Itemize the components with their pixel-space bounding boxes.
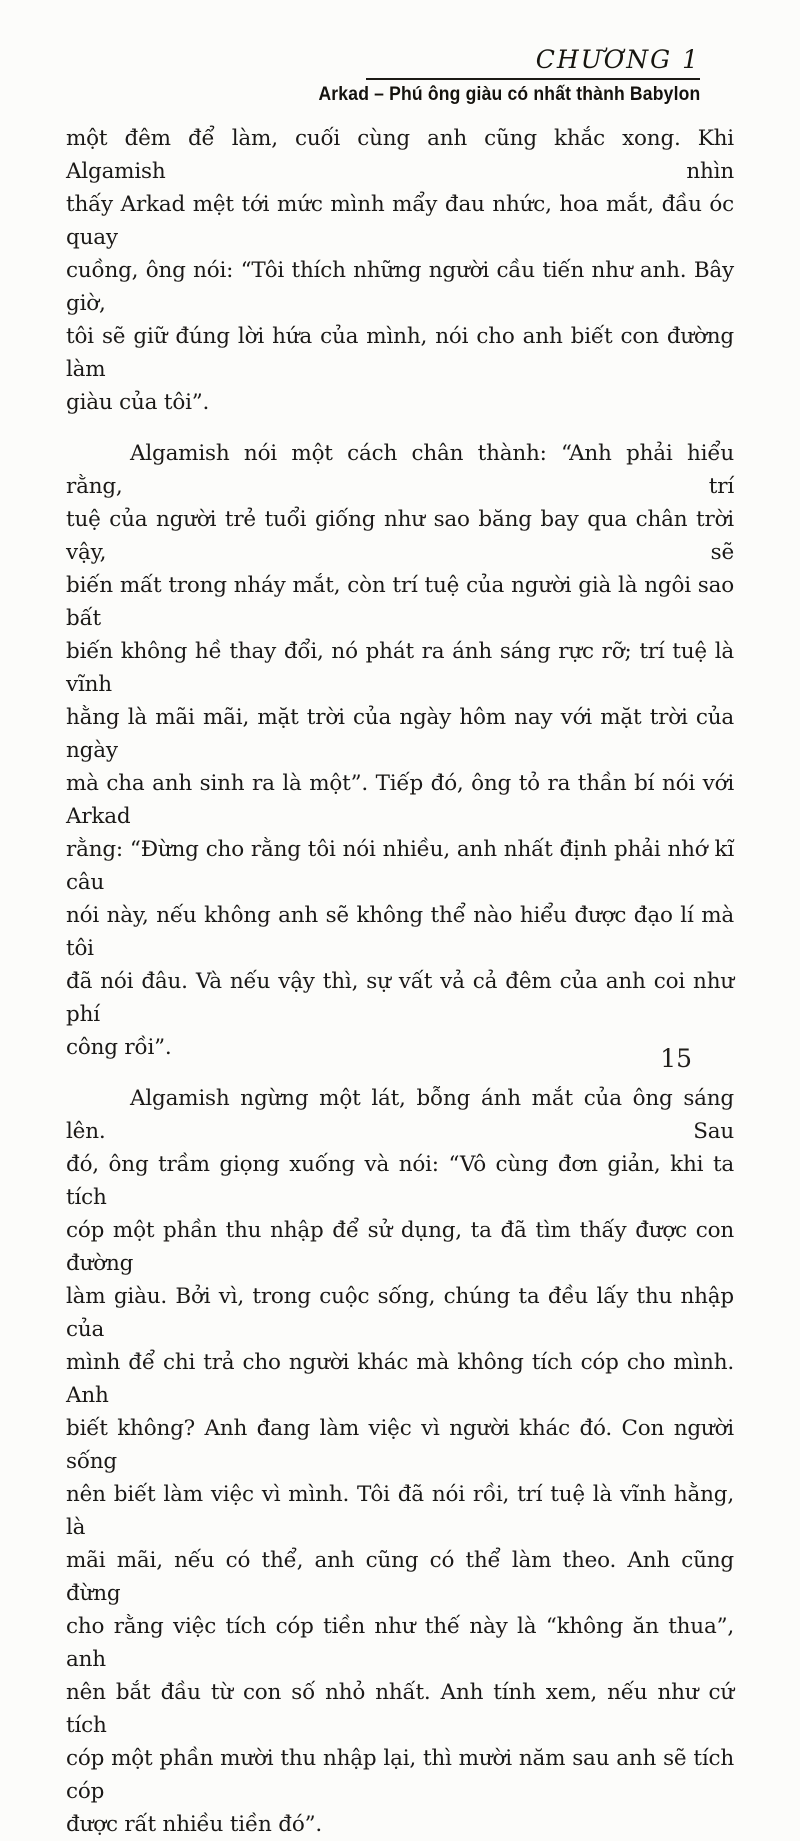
header-rule xyxy=(366,78,700,80)
paragraph xyxy=(66,122,734,419)
text-line: cho rằng việc tích cóp tiền như thế này là “không ăn thua”, anh xyxy=(66,1614,734,1672)
text-line: biết không? Anh đang làm việc vì người khác đó. Con người sống xyxy=(66,1416,734,1474)
text-line: Algamish ngừng một lát, bỗng ánh mắt của ông sáng lên. Sau xyxy=(66,1086,734,1144)
text-line: cóp một phần thu nhập để sử dụng, ta đã tìm thấy được con đường xyxy=(66,1218,734,1276)
text-line: làm giàu. Bởi vì, trong cuộc sống, chúng ta đều lấy thu nhập của xyxy=(66,1284,734,1342)
chapter-subtitle: Arkad – Phú ông giàu có nhất thành Babylon xyxy=(318,82,700,105)
text-line: cuồng, ông nói: “Tôi thích những người cầu tiến như anh. Bây giờ, xyxy=(66,258,734,316)
text-line: biến không hề thay đổi, nó phát ra ánh sáng rực rỡ; trí tuệ là vĩnh xyxy=(66,639,734,697)
text-line: được rất nhiều tiền đó”. xyxy=(66,1812,322,1837)
text-line: nói này, nếu không anh sẽ không thể nào hiểu được đạo lí mà tôi xyxy=(66,903,734,961)
text-line: tôi sẽ giữ đúng lời hứa của mình, nói cho anh biết con đường làm xyxy=(66,324,734,382)
text-line: cóp một phần mười thu nhập lại, thì mười năm sau anh sẽ tích cóp xyxy=(66,1746,734,1804)
text-line: giàu của tôi”. xyxy=(66,390,210,415)
text-line: mãi mãi, nếu có thể, anh cũng có thể làm theo. Anh cũng đừng xyxy=(66,1548,734,1606)
body-text xyxy=(66,122,734,1841)
chapter-header xyxy=(276,46,700,106)
text-line: hằng là mãi mãi, mặt trời của ngày hôm nay với mặt trời của ngày xyxy=(66,705,734,763)
text-line: công rồi”. xyxy=(66,1035,172,1060)
text-line: rằng: “Đừng cho rằng tôi nói nhiều, anh nhất định phải nhớ kĩ câu xyxy=(66,837,734,895)
text-line: đó, ông trầm giọng xuống và nói: “Vô cùng đơn giản, khi ta tích xyxy=(66,1152,734,1210)
text-line: nên biết làm việc vì mình. Tôi đã nói rồi, trí tuệ là vĩnh hằng, là xyxy=(66,1482,734,1540)
text-line: đã nói đâu. Và nếu vậy thì, sự vất vả cả đêm của anh coi như phí xyxy=(66,969,734,1027)
page-number: 15 xyxy=(660,1044,692,1073)
text-line: Algamish nói một cách chân thành: “Anh phải hiểu rằng, trí xyxy=(66,441,734,499)
text-line: biến mất trong nháy mắt, còn trí tuệ của người già là ngôi sao bất xyxy=(66,573,734,631)
text-line: thấy Arkad mệt tới mức mình mẩy đau nhức, hoa mắt, đầu óc quay xyxy=(66,192,734,250)
text-line: nên bắt đầu từ con số nhỏ nhất. Anh tính xem, nếu như cứ tích xyxy=(66,1680,734,1738)
paragraph xyxy=(66,1082,734,1841)
text-line: một đêm để làm, cuối cùng anh cũng khắc xong. Khi Algamish nhìn xyxy=(66,126,734,184)
text-line: tuệ của người trẻ tuổi giống như sao băng bay qua chân trời vậy, sẽ xyxy=(66,507,734,565)
text-line: mà cha anh sinh ra là một”. Tiếp đó, ông tỏ ra thần bí nói với Arkad xyxy=(66,771,734,829)
chapter-label: CHƯƠNG 1 xyxy=(535,45,700,74)
paragraph xyxy=(66,437,734,1064)
text-line: mình để chi trả cho người khác mà không tích cóp cho mình. Anh xyxy=(66,1350,734,1408)
